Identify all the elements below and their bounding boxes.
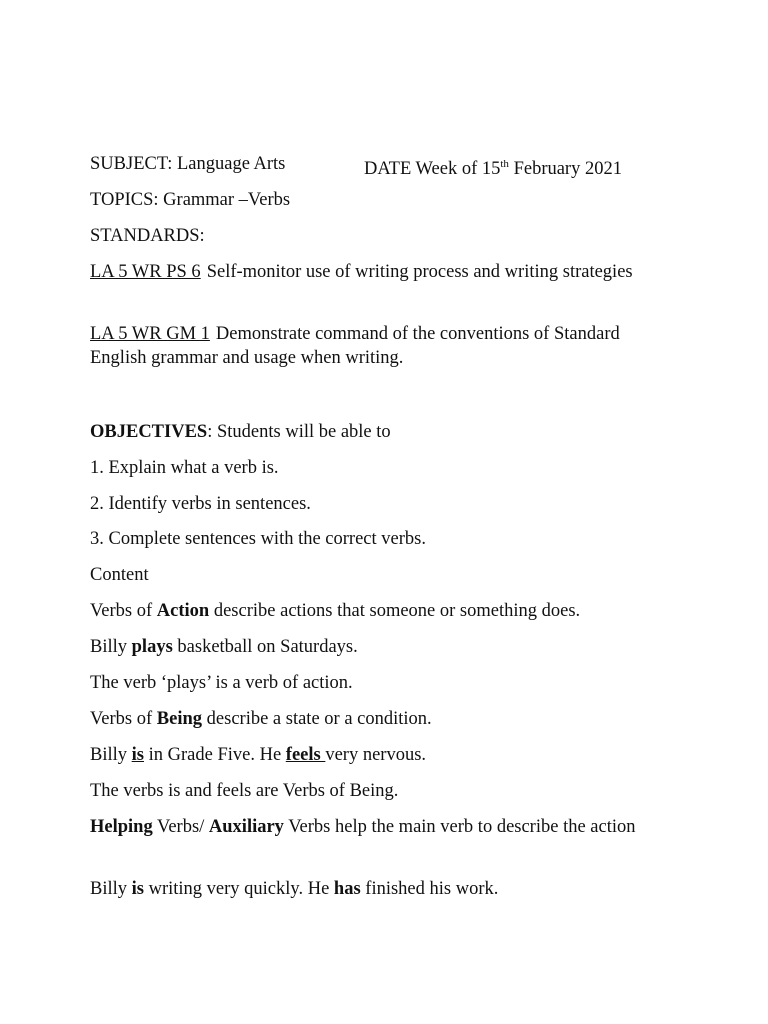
action-note: The verb ‘plays’ is a verb of action. — [90, 673, 353, 693]
content-heading: Content — [90, 565, 149, 585]
standard-text: Self-monitor use of writing process and writing strategies — [206, 262, 633, 282]
objectives-heading: OBJECTIVES: Students will be able to — [90, 422, 391, 442]
date-text: DATE Week of 15th February 2021 — [364, 158, 622, 180]
objective-item: 2. Identify verbs in sentences. — [90, 494, 311, 514]
standard-code: LA 5 WR PS 6 — [90, 262, 201, 282]
subject-line — [90, 152, 622, 180]
helping-definition: Helping Verbs/ Auxiliary Verbs help the main verb to describe the action — [90, 817, 636, 837]
topics-line: TOPICS: Grammar –Verbs — [90, 190, 291, 210]
standard-text: Demonstrate command of the conventions of Standard English grammar and usage when writing. — [90, 324, 620, 368]
objective-item: 1. Explain what a verb is. — [90, 458, 279, 478]
being-note: The verbs is and feels are Verbs of Being. — [90, 781, 399, 801]
being-example: Billy is in Grade Five. He feels very nervous. — [90, 745, 427, 765]
standard-item — [90, 322, 680, 370]
standards-heading: STANDARDS: — [90, 226, 205, 246]
standard-code: LA 5 WR GM 1 — [90, 324, 210, 344]
standard-item — [90, 260, 680, 284]
action-definition: Verbs of Action describe actions that someone or something does. — [90, 601, 581, 621]
being-definition: Verbs of Being describe a state or a condition. — [90, 709, 432, 729]
helping-example: Billy is writing very quickly. He has finished his work. — [90, 879, 499, 899]
subject-text: SUBJECT: Language Arts — [90, 154, 286, 174]
action-example: Billy plays basketball on Saturdays. — [90, 637, 358, 657]
objective-item: 3. Complete sentences with the correct verbs. — [90, 529, 426, 549]
